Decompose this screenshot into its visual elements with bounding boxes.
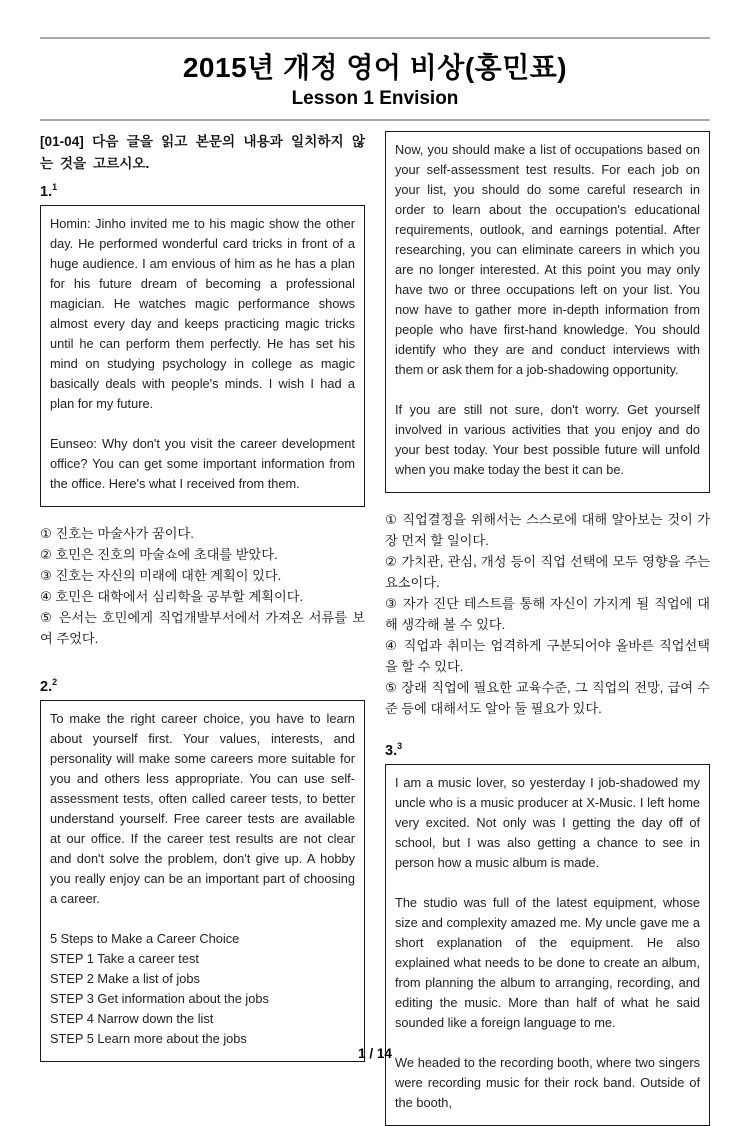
question-1-footnote-mark: 1 (52, 182, 58, 192)
step-item-3: STEP 3 Get information about the jobs (50, 990, 269, 1006)
passage-paragraph: We headed to the recording booth, where two singers were recording music for their rock band. Outside of the booth, (395, 1054, 700, 1110)
choice-option-2: ② 가치관, 관심, 개성 등이 직업 선택에 모두 영향을 주는 요소이다. (385, 554, 710, 590)
choice-option-4: ④ 직업과 취미는 엄격하게 구분되어야 올바른 직업선택을 할 수 있다. (385, 638, 710, 674)
steps-heading: 5 Steps to Make a Career Choice (50, 930, 240, 946)
choice-option-3: ③ 자가 진단 테스트를 통해 자신이 가지게 될 직업에 대해 생각해 볼 수 있다. (385, 596, 710, 632)
choice-option-3: ③ 진호는 자신의 미래에 대한 계획이 있다. (40, 567, 282, 583)
question-1-number: 1. (40, 183, 53, 200)
question-2-footnote-mark: 2 (52, 676, 58, 687)
steps-list (50, 949, 355, 1049)
right-column (385, 131, 710, 1126)
passage-paragraph: To make the right career choice, you have to learn about yourself first. Your values, interests, and personality will make some careers more suitable for you and others less appropriate. You can use self-assessment tests, often called career tests, to better understand yourself. Free career tests are available at our office. If the career test results are not clear and don't solve the problem, don't give up. A hobby you really enjoy can be an important part of choosing a career. (50, 710, 355, 906)
header-rule-top (40, 37, 710, 39)
header-rule-bottom (40, 119, 710, 121)
step-item-1: STEP 1 Take a career test (50, 950, 199, 966)
page-title: 2015년 개정 영어 비상(홍민표) (182, 52, 568, 83)
question-1-label (40, 182, 365, 200)
question-3-footnote-mark: 3 (397, 741, 403, 751)
question-2-choices (385, 509, 710, 719)
choice-option-4: ④ 호민은 대학에서 심리학을 공부할 계획이다. (40, 588, 304, 604)
question-3-label (385, 741, 710, 759)
question-3-passage-box (385, 764, 710, 1126)
choice-option-5: ⑤ 은서는 호민에게 직업개발부서에서 가져온 서류를 보여 주었다. (40, 609, 365, 646)
choice-option-1: ① 진호는 마술사가 꿈이다. (40, 525, 194, 541)
question-2-label (40, 677, 365, 695)
choice-option-2: ② 호민은 진호의 마술쇼에 초대를 받았다. (40, 546, 278, 562)
question-2-passage-box-left (40, 700, 365, 1062)
lesson-subtitle: Lesson 1 Envision (291, 88, 459, 109)
choice-option-1: ① 직업결정을 위해서는 스스로에 대해 알아보는 것이 가장 먼저 할 일이다. (385, 512, 710, 548)
step-item-5: STEP 5 Learn more about the jobs (50, 1030, 247, 1046)
passage-paragraph: Homin: Jinho invited me to his magic show the other day. He performed wonderful card tricks in front of a huge audience. I am envious of him as he has a plan for his future dream of becoming a professional magician. He watches magic performance shows almost every day and keeps practicing magic tricks until he can perform them perfectly. He has set his mind on studying psychology in college as magic basically deals with people's minds. I wish I had a plan for my future. (50, 215, 355, 411)
step-item-2: STEP 2 Make a list of jobs (50, 970, 200, 986)
worksheet-page (0, 37, 750, 1110)
choice-option-5: ⑤ 장래 직업에 필요한 교육수준, 그 직업의 전망, 급여 수준 등에 대해서도 알아 둘 필요가 있다. (385, 680, 710, 716)
page-number: 1 / 14 (358, 1046, 392, 1061)
left-column (40, 131, 365, 1126)
question-3-number: 3. (385, 742, 398, 759)
question-2-number: 2. (40, 678, 53, 695)
passage-paragraph: Eunseo: Why don't you visit the career development office? You can get some important information from the office. Here's what I received from them. (50, 435, 355, 491)
question-1-choices (40, 523, 365, 649)
two-column-body (40, 131, 710, 1126)
question-1-passage-box (40, 205, 365, 507)
step-item-4: STEP 4 Narrow down the list (50, 1010, 214, 1026)
passage-paragraph: The studio was full of the latest equipment, whose size and complexity amazed me. My uncle gave me a short explanation of the equipment. He also explained what needs to be done to create an album, from planning the album to arranging, recording, and editing the music. More than half of what he said sounded like a foreign language to me. (395, 894, 700, 1030)
question-2-passage-box-right (385, 131, 710, 493)
passage-paragraph: If you are still not sure, don't worry. Get yourself involved in various activities that you enjoy and do your best today. Your best possible future will unfold when you make today the best it can be. (395, 402, 700, 477)
passage-paragraph: Now, you should make a list of occupations based on your self-assessment test results. For each job on your list, you should do some careful research in order to learn about the occupation's educational requirements, outlook, and earnings potential. After researching, you can eliminate careers in which you are no longer interested. At this point you may only have two or three occupations left on your list. You now have to gather more in-depth information from people who have first-hand knowledge. You should identify who they are and conduct interviews with them or ask them for a job-shadowing opportunity. (395, 142, 700, 377)
instruction-text: [01-04] 다음 글을 읽고 본문의 내용과 일치하지 않는 것을 고르시오. (40, 134, 365, 171)
passage-paragraph: I am a music lover, so yesterday I job-shadowed my uncle who is a music producer at X-Music. I left home very excited. Not only was I getting the day off of school, but I was also getting a chance to see in person how a music album is made. (395, 774, 700, 870)
